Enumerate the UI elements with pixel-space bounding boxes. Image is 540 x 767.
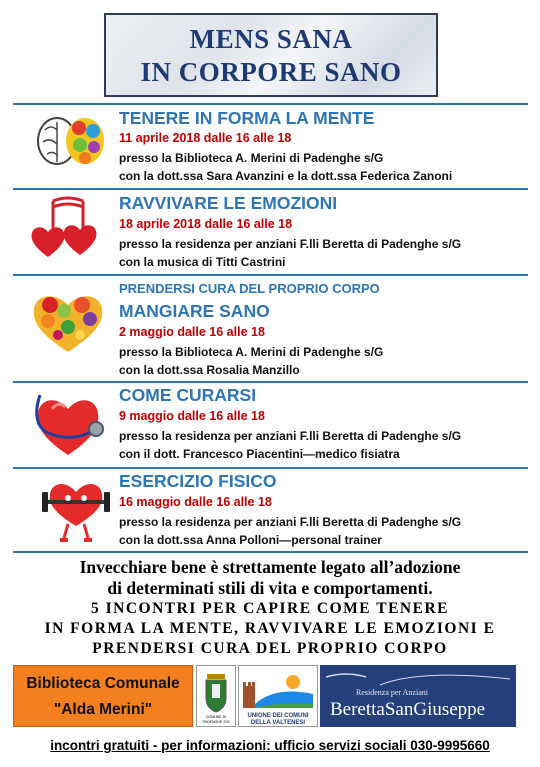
title-line-2: IN CORPORE SANO xyxy=(140,57,402,87)
divider xyxy=(13,274,528,276)
event-venue: presso la residenza per anziani F.lli Beretta di Padenghe s/G xyxy=(119,237,462,251)
divider xyxy=(13,551,528,553)
event-heading: MANGIARE SANO xyxy=(119,301,270,321)
event-heading: COME CURARSI xyxy=(119,385,257,405)
event-heading: TENERE IN FORMA LA MENTE xyxy=(119,108,375,128)
event-date: 9 maggio dalle 16 alle 18 xyxy=(119,409,265,423)
heart-dumbbell-icon xyxy=(40,474,112,544)
comune-caption-2: PADENGHE S/G xyxy=(202,720,230,724)
fruit-heart-icon xyxy=(30,289,106,355)
coat-of-arms-icon xyxy=(197,666,235,726)
event-host: con il dott. Francesco Piacentini—medico fisiatra xyxy=(119,447,400,461)
event-date: 2 maggio dalle 16 alle 18 xyxy=(119,325,265,339)
divider xyxy=(13,467,528,469)
beretta-tagline: Residenza per Anziani xyxy=(356,688,428,697)
brain-icon xyxy=(35,112,107,170)
event-host: con la dott.ssa Sara Avanzini e la dott.ssa Federica Zanoni xyxy=(119,169,453,183)
event-date: 11 aprile 2018 dalle 16 alle 18 xyxy=(119,131,292,145)
motto-line-4: IN FORMA LA MENTE, RAVVIVARE LE EMOZIONI E xyxy=(44,620,496,637)
castle-lake-icon xyxy=(239,666,317,726)
event-heading: RAVVIVARE LE EMOZIONI xyxy=(119,193,338,213)
event-date: 18 aprile 2018 dalle 16 alle 18 xyxy=(119,217,293,231)
event-subheading: PRENDERSI CURA DEL PROPRIO CORPO xyxy=(119,281,380,296)
comune-logo xyxy=(196,665,236,727)
title-line-1: MENS SANA xyxy=(189,24,353,54)
event-venue: presso la Biblioteca A. Merini di Padenghe s/G xyxy=(119,151,384,165)
divider xyxy=(13,188,528,190)
motto-line-5: PRENDERSI CURA DEL PROPRIO CORPO xyxy=(92,640,448,657)
divider xyxy=(13,103,528,105)
motto-line-2: di determinati stili di vita e comportamenti. xyxy=(107,578,433,598)
divider xyxy=(13,381,528,383)
library-subname: "Alda Merini" xyxy=(53,701,153,718)
union-caption-2: DELLA VALTENESI xyxy=(250,720,306,726)
event-host: con la musica di Titti Castrini xyxy=(119,255,286,269)
beretta-logo xyxy=(320,665,516,727)
residence-logo-icon xyxy=(320,665,516,727)
event-date: 16 maggio dalle 16 alle 18 xyxy=(119,495,272,509)
event-venue: presso la residenza per anziani F.lli Beretta di Padenghe s/G xyxy=(119,515,462,529)
heart-stethoscope-icon xyxy=(32,389,108,461)
event-venue: presso la residenza per anziani F.lli Beretta di Padenghe s/G xyxy=(119,429,462,443)
event-host: con la dott.ssa Anna Polloni—personal trainer xyxy=(119,533,382,547)
title-banner xyxy=(104,13,438,97)
event-heading: ESERCIZIO FISICO xyxy=(119,471,277,491)
event-host: con la dott.ssa Rosalia Manzillo xyxy=(119,363,300,377)
footer-contact: incontri gratuiti - per informazioni: ufficio servizi sociali 030-9995660 xyxy=(50,738,490,753)
union-logo xyxy=(238,665,318,727)
library-badge xyxy=(13,665,193,727)
motto-line-1: Invecchiare bene è strettamente legato all’adozione xyxy=(79,557,461,577)
library-name: Biblioteca Comunale xyxy=(26,675,180,692)
motto-line-3: 5 INCONTRI PER CAPIRE COME TENERE xyxy=(91,600,449,617)
heart-music-note-icon xyxy=(28,195,106,263)
comune-caption-1: COMUNE DI xyxy=(205,715,227,719)
beretta-name: BerettaSanGiuseppe xyxy=(330,699,486,720)
event-venue: presso la Biblioteca A. Merini di Padenghe s/G xyxy=(119,345,384,359)
union-caption-1: UNIONE DEI COMUNI xyxy=(247,713,309,719)
